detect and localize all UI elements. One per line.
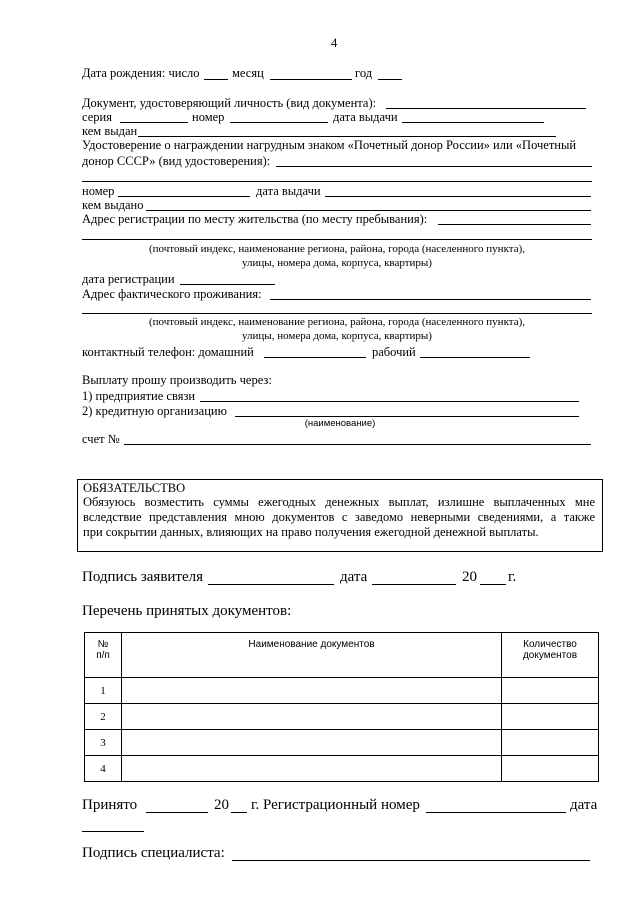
applicant-signature-field[interactable]: [208, 584, 334, 585]
accepted-year-prefix: 20: [214, 797, 229, 813]
phone-work-field[interactable]: [420, 357, 530, 358]
applicant-year-prefix: 20: [462, 569, 477, 585]
phone-home-field[interactable]: [264, 357, 366, 358]
table-row: [85, 704, 599, 730]
obligation-line-1: Обязуюсь возместить суммы ежегодных денежных выплат, излишне выплаченных мне: [83, 495, 595, 509]
award-number-field[interactable]: [118, 196, 250, 197]
birth-date-label: Дата рождения: число: [82, 66, 200, 80]
col-header-count: Количество документов: [502, 633, 599, 678]
payment-option-post: 1) предприятие связи: [82, 389, 196, 403]
award-line-1: Удостоверение о награждении нагрудным знаком «Почетный донор России» или «Почетный: [82, 138, 577, 152]
reg-address-hint-1: (почтовый индекс, наименование региона, района, города (населенного пункта),: [148, 243, 526, 255]
id-number-field[interactable]: [230, 122, 328, 123]
specialist-signature-field[interactable]: [232, 860, 590, 861]
actual-address-hint-1: (почтовый индекс, наименование региона, района, города (населенного пункта),: [148, 316, 526, 328]
col-header-num: № п/п: [85, 633, 122, 678]
account-label: счет №: [82, 432, 120, 446]
row-number: 1: [85, 678, 122, 704]
id-doc-type-field[interactable]: [386, 108, 586, 109]
award-issued-by-label: кем выдано: [82, 198, 144, 212]
row-number: 3: [85, 730, 122, 756]
obligation-line-2: вследствие представления мною документов с заведомо неверными сведениями, а также: [83, 510, 595, 524]
payment-option-bank: 2) кредитную организацию: [82, 404, 227, 418]
reg-address-label: Адрес регистрации по месту жительства (по месту пребывания):: [82, 212, 428, 226]
id-series-label: серия: [82, 110, 112, 124]
registration-number-label: г. Регистрационный номер: [251, 797, 420, 813]
doc-count-cell[interactable]: [502, 704, 599, 730]
col-header-name: Наименование документов: [122, 633, 502, 678]
page-number: 4: [331, 36, 338, 50]
doc-count-cell[interactable]: [502, 678, 599, 704]
award-type-field[interactable]: [276, 166, 592, 167]
table-row: [85, 730, 599, 756]
accepted-day-field[interactable]: [146, 812, 208, 813]
reg-date-field[interactable]: [180, 284, 275, 285]
award-type-field-2[interactable]: [82, 181, 592, 182]
table-row: [85, 756, 599, 782]
applicant-year-field[interactable]: [480, 584, 506, 585]
birth-month-label: месяц: [232, 66, 264, 80]
award-number-label: номер: [82, 184, 115, 198]
doc-name-cell[interactable]: [122, 730, 502, 756]
applicant-date-field[interactable]: [372, 584, 456, 585]
reg-date-label: дата регистрации: [82, 272, 175, 286]
doc-count-cell[interactable]: [502, 730, 599, 756]
award-line-2: донор СССР» (вид удостоверения):: [82, 154, 271, 168]
accepted-label: Принято: [82, 797, 138, 813]
reg-address-field-2[interactable]: [82, 239, 592, 240]
actual-address-label: Адрес фактического проживания:: [82, 287, 262, 301]
birth-month-field[interactable]: [270, 79, 352, 80]
obligation-title: ОБЯЗАТЕЛЬСТВО: [83, 481, 186, 495]
id-doc-label: Документ, удостоверяющий личность (вид документа):: [82, 96, 377, 110]
award-issue-date-field[interactable]: [325, 196, 591, 197]
id-issue-date-field[interactable]: [402, 122, 544, 123]
birth-year-field[interactable]: [378, 79, 402, 80]
phone-work-label: рабочий: [372, 345, 416, 359]
id-issued-by-field[interactable]: [138, 136, 556, 137]
registration-number-field[interactable]: [426, 812, 566, 813]
award-issued-by-field[interactable]: [146, 210, 591, 211]
table-row: [85, 678, 599, 704]
accepted-date-field[interactable]: [82, 831, 144, 832]
payment-bank-field[interactable]: [235, 416, 579, 417]
applicant-year-suffix: г.: [508, 569, 517, 585]
row-number: 2: [85, 704, 122, 730]
doc-name-cell[interactable]: [122, 678, 502, 704]
applicant-signature-label: Подпись заявителя: [82, 569, 204, 585]
actual-address-hint-2: улицы, номера дома, корпуса, квартиры): [242, 330, 432, 342]
docs-list-title: Перечень принятых документов:: [82, 603, 292, 619]
id-issue-date-label: дата выдачи: [333, 110, 398, 124]
row-number: 4: [85, 756, 122, 782]
accepted-date-label: дата: [570, 797, 598, 813]
specialist-signature-label: Подпись специалиста:: [82, 845, 225, 861]
account-field[interactable]: [124, 444, 591, 445]
payment-label: Выплату прошу производить через:: [82, 373, 272, 387]
award-issue-date-label: дата выдачи: [256, 184, 321, 198]
phone-home-label: контактный телефон: домашний: [82, 345, 254, 359]
doc-name-cell[interactable]: [122, 704, 502, 730]
payment-post-field[interactable]: [200, 401, 579, 402]
id-issued-by-label: кем выдан: [82, 124, 138, 138]
birth-year-label: год: [355, 66, 373, 80]
applicant-date-label: дата: [340, 569, 368, 585]
payment-bank-name-hint: (наименование): [304, 418, 376, 429]
reg-address-hint-2: улицы, номера дома, корпуса, квартиры): [242, 257, 432, 269]
birth-day-field[interactable]: [204, 79, 228, 80]
docs-table: [84, 632, 599, 782]
actual-address-field[interactable]: [270, 299, 591, 300]
id-series-field[interactable]: [120, 122, 188, 123]
obligation-line-3: при сокрытии данных, влияющих на право получения ежегодной денежной выплаты.: [83, 525, 539, 539]
doc-count-cell[interactable]: [502, 756, 599, 782]
doc-name-cell[interactable]: [122, 756, 502, 782]
id-number-label: номер: [192, 110, 225, 124]
reg-address-field[interactable]: [438, 224, 591, 225]
accepted-year-field[interactable]: [231, 812, 247, 813]
actual-address-field-2[interactable]: [82, 313, 592, 314]
